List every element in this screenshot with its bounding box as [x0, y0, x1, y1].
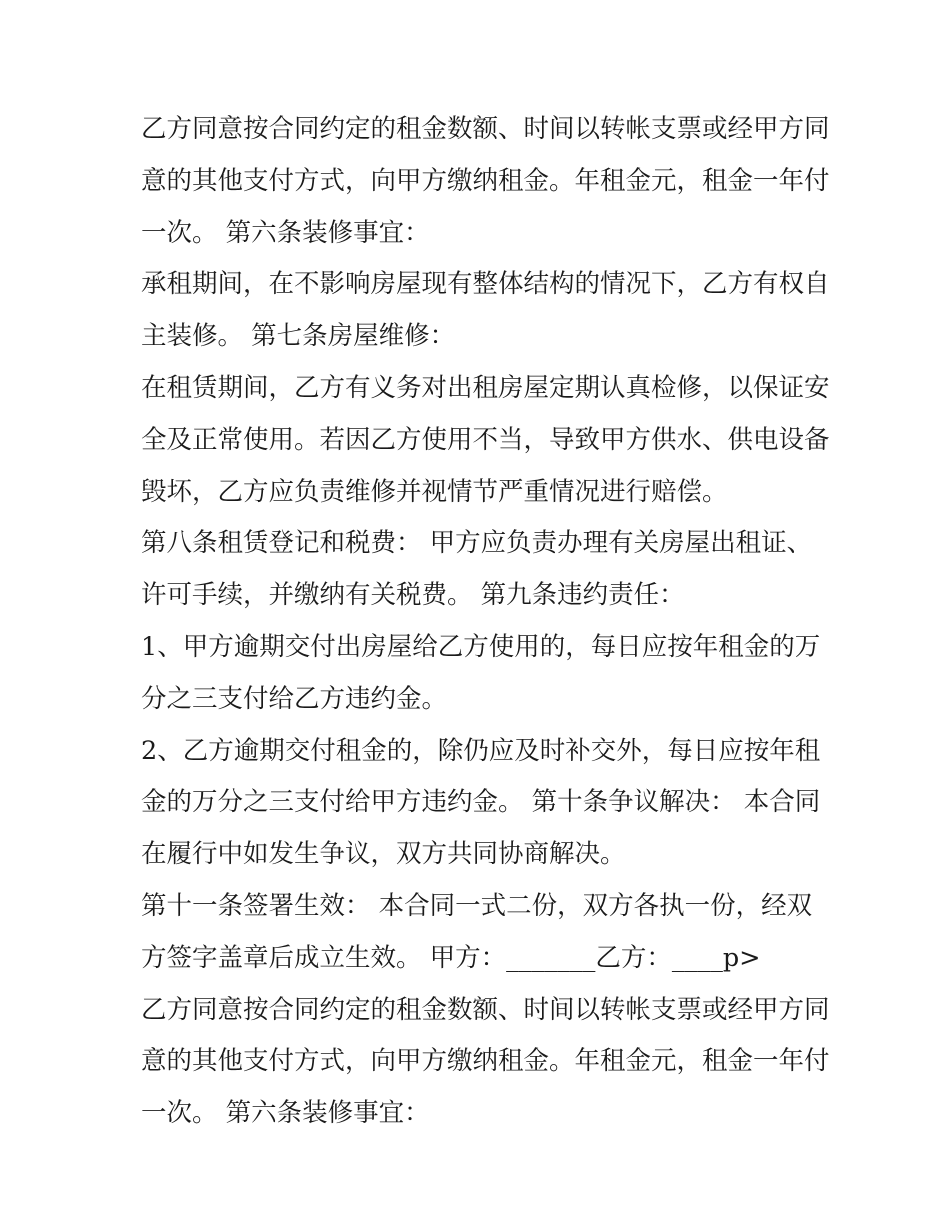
text-line: 主装修。 第七条房屋维修：	[141, 321, 456, 352]
text-line: 一次。 第六条装修事宜：	[141, 1098, 430, 1129]
text-line: 金的万分之三支付给甲方违约金。 第十条争议解决： 本合同	[141, 787, 821, 818]
text-line: 2、乙方逾期交付租金的，除仍应及时补交外，每日应按年租	[141, 735, 821, 766]
text-line: 方签字盖章后成立生效。 甲方：_______乙方：____p>	[141, 942, 761, 973]
text-line: 意的其他支付方式，向甲方缴纳租金。年租金元，租金一年付	[141, 1046, 830, 1077]
text-line: 分之三支付给乙方违约金。	[141, 683, 448, 714]
text-line: 承租期间，在不影响房屋现有整体结构的情况下，乙方有权自	[141, 269, 830, 300]
text-line: 全及正常使用。若因乙方使用不当，导致甲方供水、供电设备	[141, 424, 830, 455]
text-line: 许可手续，并缴纳有关税费。 第九条违约责任：	[141, 580, 685, 611]
document-body	[141, 104, 830, 1140]
text-line: 毁坏，乙方应负责维修并视情节严重情况进行赔偿。	[141, 476, 728, 507]
text-line: 第十一条签署生效： 本合同一式二份，双方各执一份，经双	[141, 890, 813, 921]
text-line: 在履行中如发生争议，双方共同协商解决。	[141, 839, 626, 870]
text-line: 意的其他支付方式，向甲方缴纳租金。年租金元，租金一年付	[141, 165, 830, 196]
text-line: 1、甲方逾期交付出房屋给乙方使用的，每日应按年租金的万	[141, 631, 821, 662]
text-line: 一次。 第六条装修事宜：	[141, 217, 430, 248]
text-line: 在租赁期间，乙方有义务对出租房屋定期认真检修，以保证安	[141, 372, 830, 403]
text-line: 乙方同意按合同约定的租金数额、时间以转帐支票或经甲方同	[141, 114, 830, 144]
text-line: 乙方同意按合同约定的租金数额、时间以转帐支票或经甲方同	[141, 994, 830, 1025]
text-line: 第八条租赁登记和税费： 甲方应负责办理有关房屋出租证、	[141, 528, 813, 559]
